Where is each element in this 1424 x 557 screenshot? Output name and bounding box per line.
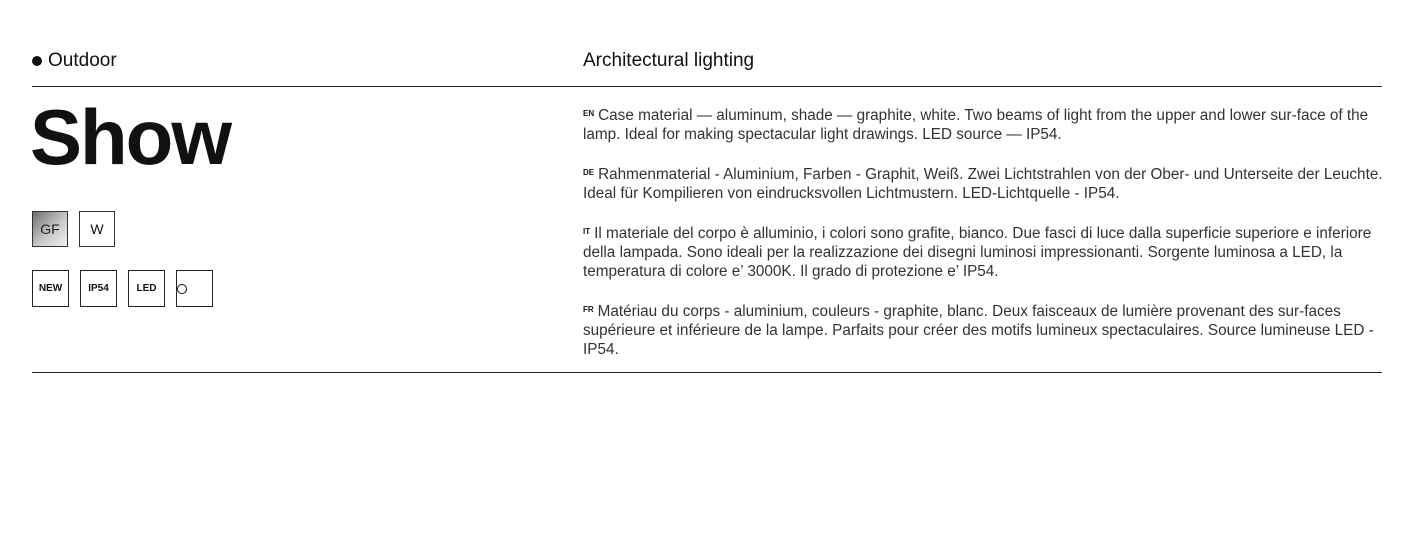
- language-code: DE: [583, 168, 595, 177]
- ring-icon: [177, 284, 187, 294]
- description-text: Rahmenmaterial - Aluminium, Farben - Graphit, Weiß. Zwei Lichtstrahlen von der Ober- und Unterseite der Leuchte. Ideal für Kompilieren von eindrucksvollen Lichtmustern. LED-Lichtquelle - IP54.: [583, 166, 1383, 202]
- feature-badges: [32, 270, 213, 307]
- color-swatch-white: W: [79, 211, 115, 247]
- product-title: Show: [30, 93, 230, 181]
- category-label: [32, 50, 117, 72]
- bottom-divider: [32, 372, 1382, 373]
- page-header: [32, 48, 1382, 87]
- badge-led: LED: [128, 270, 165, 307]
- product-descriptions: [583, 104, 1383, 378]
- description-it: [583, 222, 1383, 281]
- category-text: Outdoor: [48, 50, 117, 71]
- language-code: FR: [583, 305, 594, 314]
- description-text: Case material — aluminum, shade — graphite, white. Two beams of light from the upper and lower sur-face of the lamp. Ideal for making spectacular light drawings. LED source — IP54.: [583, 107, 1369, 143]
- badge-new: NEW: [32, 270, 69, 307]
- badge-ring: [176, 270, 213, 307]
- description-fr: [583, 300, 1383, 359]
- color-swatch-graphite: GF: [32, 211, 68, 247]
- color-swatches: [32, 211, 115, 247]
- language-code: EN: [583, 109, 595, 118]
- description-text: Matériau du corps - aluminium, couleurs - graphite, blanc. Deux faisceaux de lumière provenant des sur-faces supérieure et inférieure de la lampe. Parfaits pour créer des motifs lumineux spectaculaires. Source lumineuse LED - IP54.: [583, 303, 1374, 358]
- description-de: [583, 163, 1383, 203]
- description-en: [583, 104, 1383, 144]
- badge-ip54: IP54: [80, 270, 117, 307]
- section-title: Architectural lighting: [583, 50, 755, 71]
- language-code: IT: [583, 227, 591, 236]
- description-text: Il materiale del corpo è alluminio, i colori sono grafite, bianco. Due fasci di luce dalla superficie superiore e inferiore della lampada. Sono ideali per la realizzazione dei disegni luminosi impressionanti. Sorgente luminosa a LED, la temperatura di colore e’ 3000K. Il grado di protezione e’ IP54.: [583, 225, 1372, 280]
- bullet-icon: [32, 56, 42, 66]
